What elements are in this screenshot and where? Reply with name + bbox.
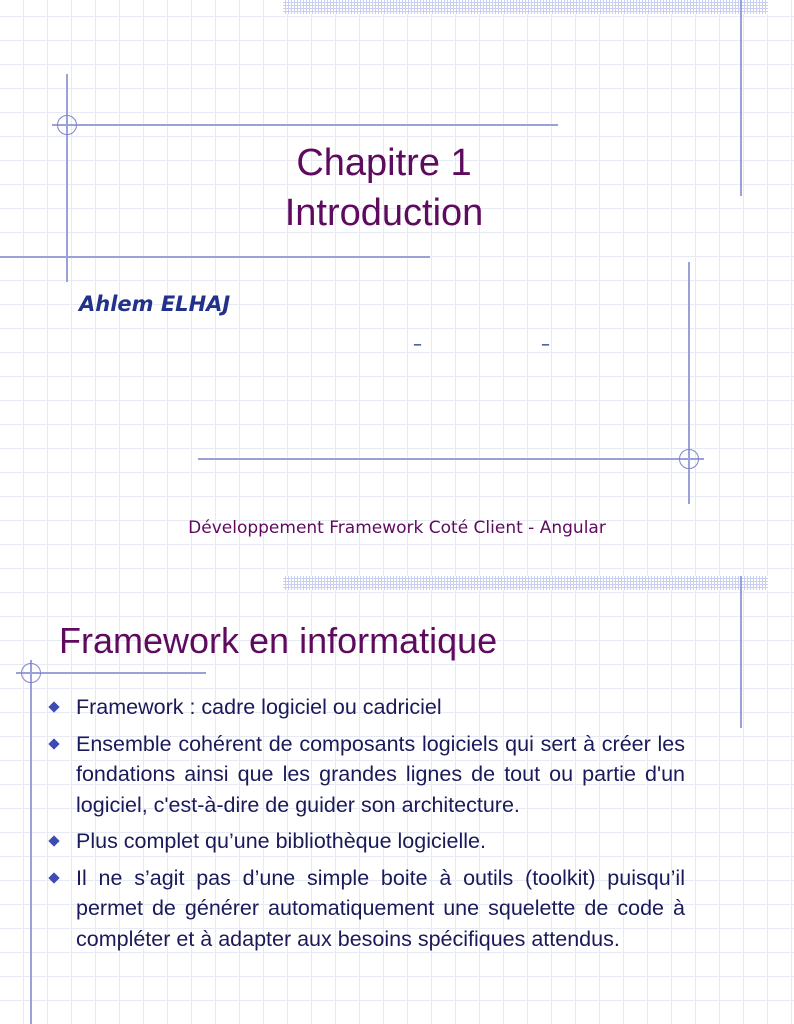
bullet-text: Il ne s’agit pas d’une simple boite à outils (toolkit) puisqu’il permet de générer automatiquement une squelette de code à compléter et à adapter aux besoins spécifiques attendus. [76,865,685,951]
slide-title: Framework en informatique [59,620,498,661]
slide-title [0,138,768,238]
list-item [44,692,685,723]
list-item [44,863,685,955]
dash-mark: – [413,334,422,355]
bullet-text: Ensemble cohérent de composants logiciels qui sert à créer les fondations ainsi que les grandes lignes de tout ou partie d'un logiciel, c'est-à-dire de guider son architecture. [76,731,685,817]
diamond-bullet-icon [48,701,59,712]
diamond-bullet-icon [48,872,59,883]
diamond-bullet-icon [48,835,59,846]
bullet-text: Framework : cadre logiciel ou cadriciel [76,695,442,719]
crosshair-bottom-right [679,449,699,469]
bullet-list [44,692,685,960]
top-horizontal-line [16,672,206,674]
dash-mark: – [541,334,550,355]
slide-footer: Développement Framework Coté Client - Angular [188,518,606,538]
title-line-2: Introduction [284,192,484,234]
title-line-1: Chapitre 1 [296,142,472,184]
list-item [44,729,685,821]
left-horizontal-line [0,256,430,258]
left-vertical-line [30,660,32,1024]
top-pattern-band [283,576,768,590]
right-vertical-line [740,576,742,728]
crosshair-top-left [57,115,77,135]
top-horizontal-line [52,124,558,126]
bullet-text: Plus complet qu’une bibliothèque logicielle. [76,829,486,853]
author-name: Ahlem ELHAJ [79,292,231,316]
bottom-horizontal-line [198,458,704,460]
top-pattern-band [283,0,768,14]
list-item [44,826,685,857]
crosshair-top-left [21,663,41,683]
diamond-bullet-icon [48,738,59,749]
slide-2 [0,576,768,1024]
